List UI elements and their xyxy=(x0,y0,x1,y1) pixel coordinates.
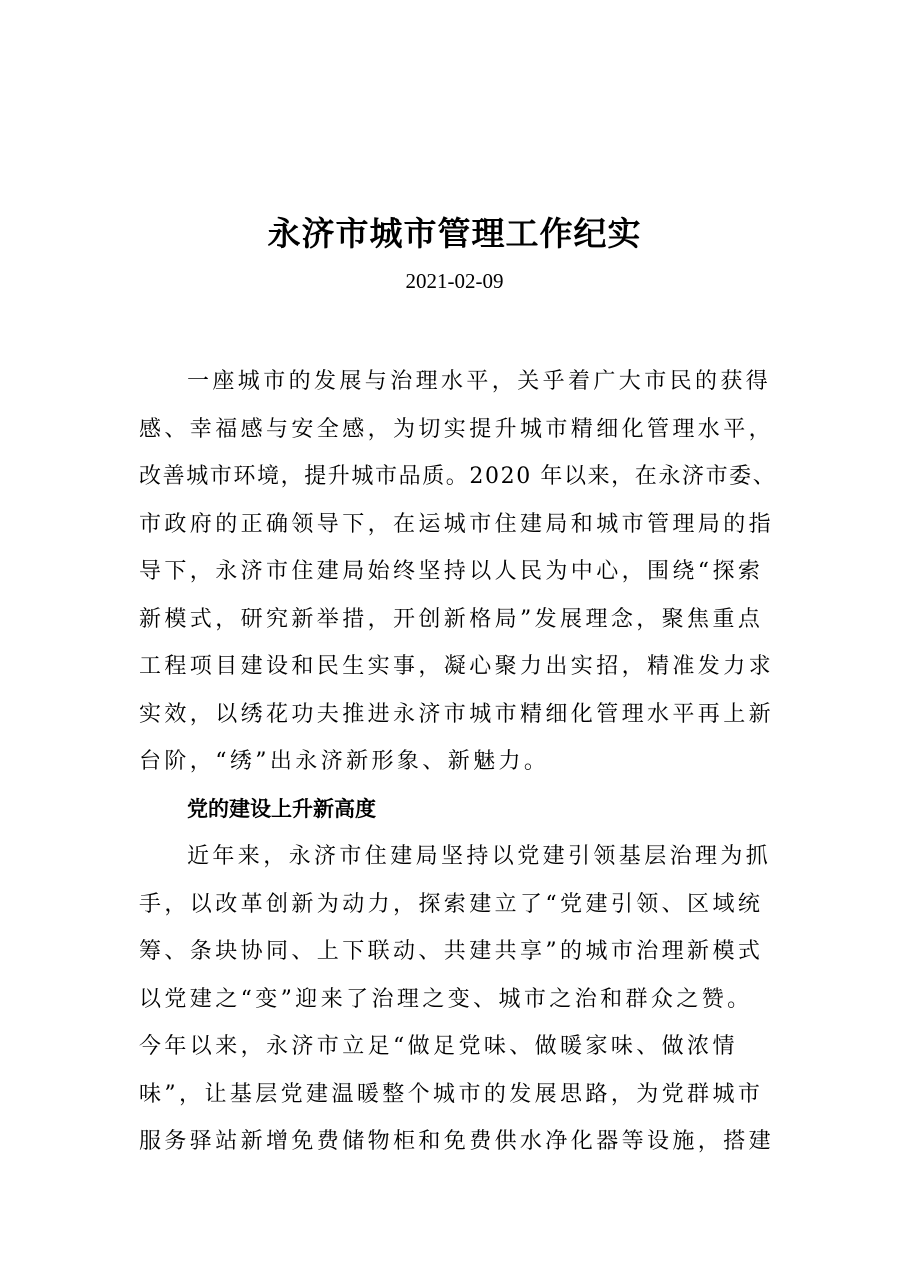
paragraph-line: 工程项目建设和民生实事，凝心聚力出实招，精准发力求 xyxy=(139,654,775,679)
section-heading: 党的建设上升新高度 xyxy=(187,796,376,821)
paragraph-line: 新模式，研究新举措，开创新格局”发展理念，聚焦重点 xyxy=(139,606,764,632)
paragraph-line: 感、幸福感与安全感，为切实提升城市精细化管理水平， xyxy=(139,416,775,442)
document-body xyxy=(139,358,779,1166)
paragraph-line: 市政府的正确领导下，在运城市住建局和城市管理局的指 xyxy=(139,511,775,537)
paragraph-line: 一座城市的发展与治理水平，关乎着广大市民的获得 xyxy=(187,369,772,394)
paragraph-intro xyxy=(139,358,779,786)
paragraph-line: 筹、条块协同、上下联动、共建共享”的城市治理新模式 xyxy=(139,939,764,964)
paragraph-line: 味”，让基层党建温暖整个城市的发展思路，为党群城市 xyxy=(139,1081,764,1107)
paragraph-line: 近年来，永济市住建局坚持以党建引领基层治理为抓 xyxy=(187,844,772,869)
document-title: 永济市城市管理工作纪实 xyxy=(267,214,642,253)
paragraph-line: 改善城市环境，提升城市品质。2020 年以来，在永济市委、 xyxy=(139,464,777,489)
document-date: 2021-02-09 xyxy=(405,269,504,293)
paragraph-line: 服务驿站新增免费储物柜和免费供水净化器等设施，搭建 xyxy=(139,1129,775,1154)
paragraph-line: 以党建之“变”迎来了治理之变、城市之治和群众之赞。 xyxy=(139,986,753,1012)
paragraph-line: 今年以来，永济市立足“做足党味、做暖家味、做浓情 xyxy=(139,1034,738,1059)
paragraph-line: 导下，永济市住建局始终坚持以人民为中心，围绕“探索 xyxy=(139,559,764,584)
paragraph-line: 手，以改革创新为动力，探索建立了“党建引领、区域统 xyxy=(139,891,764,917)
paragraph-party-building xyxy=(139,833,779,1166)
paragraph-line: 台阶，“绣”出永济新形象、新魅力。 xyxy=(139,749,550,774)
paragraph-line: 实效，以绣花功夫推进永济市城市精细化管理水平再上新 xyxy=(139,701,775,727)
